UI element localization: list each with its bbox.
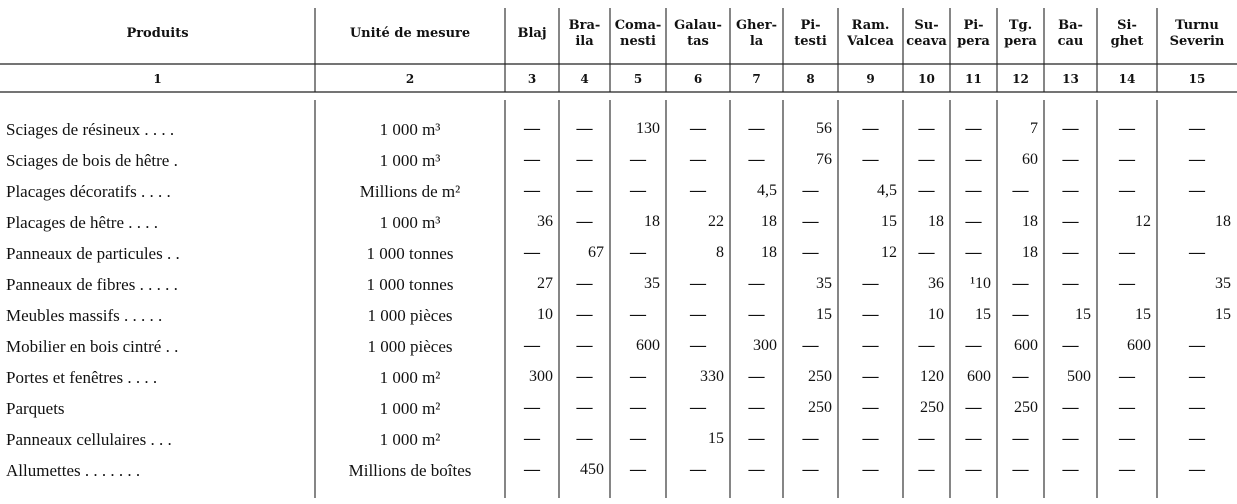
table-cell-value: — <box>524 244 540 261</box>
table-cell-value: 10 <box>537 306 553 323</box>
table-cell-value: — <box>862 120 879 137</box>
table-cell-value: 450 <box>580 461 604 478</box>
table-cell-value: — <box>965 151 982 168</box>
table-cell-value: 18 <box>761 213 777 230</box>
table-cell-value: — <box>690 182 706 199</box>
table-cell-value: — <box>748 461 765 478</box>
table-cell-value: 8 <box>716 244 724 261</box>
table-cell-value: — <box>690 151 706 168</box>
column-header: Blaj <box>517 26 547 41</box>
column-number: 12 <box>1012 72 1029 86</box>
table-cell-value: 15 <box>1215 306 1231 323</box>
table-cell-value: 15 <box>708 430 724 447</box>
table-cell-value: ¹10 <box>970 275 991 292</box>
table-cell-value: — <box>1189 430 1205 447</box>
table-cell-value: — <box>630 368 646 385</box>
product-label: Mobilier en bois cintré . . <box>6 337 179 356</box>
table-cell-value: 4,5 <box>757 182 777 199</box>
table-cell-value: — <box>576 368 593 385</box>
column-number: 8 <box>806 72 815 86</box>
column-header: Ram. Valcea <box>847 18 894 49</box>
table-cell-value: 12 <box>881 244 897 261</box>
table-cell-value: 7 <box>1030 120 1038 137</box>
table-cell-value: — <box>1189 368 1205 385</box>
column-number: 1 <box>153 72 162 86</box>
table-cell-value: 18 <box>1022 213 1038 230</box>
table-cell-value: — <box>802 430 819 447</box>
product-label: Sciages de résineux . . . . <box>6 120 175 139</box>
column-header: Pi- pera <box>957 18 990 49</box>
table-cell-value: — <box>748 306 765 323</box>
table-cell-value: — <box>1119 244 1135 261</box>
table-cell-value: 35 <box>1215 275 1231 292</box>
column-header: Unité de mesure <box>349 26 471 41</box>
column-header: Gher- la <box>735 18 778 49</box>
table-cell-value: — <box>965 461 982 478</box>
column-number: 14 <box>1118 72 1136 86</box>
table-cell-value: 22 <box>708 213 724 230</box>
product-label: Panneaux de fibres . . . . . <box>6 275 178 294</box>
table-cell-value: — <box>1189 120 1205 137</box>
table-cell-value: — <box>630 461 646 478</box>
table-cell-value: 15 <box>816 306 832 323</box>
table-cell-value: — <box>1062 337 1079 354</box>
table-cell-value: — <box>802 337 819 354</box>
table-cell-value: 35 <box>644 275 660 292</box>
unit-label: 1 000 m² <box>379 368 441 387</box>
column-number: 2 <box>405 72 415 86</box>
table-cell-value: 10 <box>928 306 944 323</box>
column-number: 9 <box>866 72 875 86</box>
table-cell-value: — <box>1062 399 1079 416</box>
table-cell-value: 500 <box>1067 368 1091 385</box>
column-number: 13 <box>1062 72 1079 86</box>
unit-label: 1 000 pièces <box>367 306 453 325</box>
column-number: 11 <box>965 72 982 86</box>
table-cell-value: 18 <box>1215 213 1231 230</box>
table-cell-value: — <box>1012 182 1029 199</box>
table-cell-value: 120 <box>920 368 944 385</box>
table-cell-value: 600 <box>636 337 660 354</box>
table-cell-value: — <box>630 151 646 168</box>
table-cell-value: — <box>748 430 765 447</box>
unit-label: Millions de boîtes <box>348 461 472 480</box>
product-label: Panneaux cellulaires . . . <box>6 430 172 449</box>
table-cell-value: — <box>965 244 982 261</box>
column-number: 3 <box>527 72 537 86</box>
unit-label: 1 000 tonnes <box>366 275 454 294</box>
table-cell-value: — <box>690 461 706 478</box>
table-cell-value: — <box>1119 275 1135 292</box>
table-cell-value: — <box>748 151 765 168</box>
table-cell-value: 18 <box>644 213 660 230</box>
table-cell-value: 4,5 <box>877 182 897 199</box>
table-cell-value: — <box>965 337 982 354</box>
table-cell-value: — <box>1189 337 1205 354</box>
table-cell-value: — <box>862 306 879 323</box>
table-cell-value: — <box>862 337 879 354</box>
table-cell-value: — <box>690 275 706 292</box>
table-cell-value: — <box>918 244 935 261</box>
column-header: Coma- nesti <box>614 18 662 49</box>
table-cell-value: — <box>918 151 935 168</box>
table-cell-value: — <box>862 151 879 168</box>
table-cell-value: 130 <box>636 120 660 137</box>
table-cell-value: — <box>1119 120 1135 137</box>
product-label: Placages de hêtre . . . . <box>6 213 158 232</box>
table-cell-value: — <box>918 337 935 354</box>
table-cell-value: 35 <box>816 275 832 292</box>
table-cell-value: 600 <box>1127 337 1151 354</box>
table-cell-value: 18 <box>761 244 777 261</box>
table-cell-value: — <box>862 461 879 478</box>
table-cell-value: — <box>524 120 540 137</box>
table-cell-value: — <box>576 399 593 416</box>
column-header: Galau- tas <box>674 18 722 49</box>
table-cell-value: — <box>862 399 879 416</box>
table-cell-value: — <box>748 120 765 137</box>
table-cell-value: — <box>630 399 646 416</box>
table-cell-value: — <box>1189 399 1205 416</box>
table-cell-value: 12 <box>1135 213 1151 230</box>
table-cell-value: 600 <box>967 368 991 385</box>
product-label: Meubles massifs . . . . . <box>6 306 163 325</box>
unit-label: 1 000 tonnes <box>366 244 454 263</box>
table-cell-value: — <box>748 399 765 416</box>
table-cell-value: — <box>524 430 540 447</box>
table-cell-value: — <box>1012 275 1029 292</box>
column-number: 10 <box>918 72 935 86</box>
table-cell-value: 300 <box>753 337 777 354</box>
unit-label: Millions de m² <box>359 182 461 201</box>
table-cell-value: — <box>1062 430 1079 447</box>
table-cell-value: — <box>630 182 646 199</box>
column-number: 7 <box>752 72 761 86</box>
column-header: Turnu Severin <box>1169 18 1225 49</box>
table-cell-value: 15 <box>881 213 897 230</box>
table-cell-value: — <box>1119 399 1135 416</box>
unit-label: 1 000 m³ <box>379 213 441 232</box>
table-cell-value: — <box>524 182 540 199</box>
column-number: 6 <box>693 72 703 86</box>
table-cell-value: — <box>576 120 593 137</box>
table-cell-value: — <box>576 337 593 354</box>
table-cell-value: — <box>918 120 935 137</box>
column-header: Si- ghet <box>1110 18 1144 49</box>
table-cell-value: — <box>1189 244 1205 261</box>
table-cell-value: — <box>1062 244 1079 261</box>
table-cell-value: — <box>1119 430 1135 447</box>
table-cell-value: — <box>802 461 819 478</box>
table-cell-value: — <box>1189 461 1205 478</box>
table-cell-value: 250 <box>1014 399 1038 416</box>
table-cell-value: — <box>965 399 982 416</box>
table-cell-value: — <box>1062 461 1079 478</box>
table-cell-value: — <box>1189 182 1205 199</box>
table-cell-value: — <box>524 461 540 478</box>
table-cell-value: — <box>576 151 593 168</box>
product-label: Placages décoratifs . . . . <box>6 182 171 201</box>
table-cell-value: 15 <box>1135 306 1151 323</box>
table-cell-value: — <box>918 461 935 478</box>
table-cell-value: — <box>862 430 879 447</box>
table-cell-value: 250 <box>808 368 832 385</box>
table-cell-value: — <box>1189 151 1205 168</box>
table-cell-value: 18 <box>1022 244 1038 261</box>
table-cell-value: — <box>802 213 819 230</box>
column-header: Tg. pera <box>1004 18 1037 49</box>
column-header: Ba- cau <box>1057 18 1084 49</box>
table-cell-value: 15 <box>1075 306 1091 323</box>
table-cell-value: — <box>1119 151 1135 168</box>
table-cell-value: — <box>1062 275 1079 292</box>
table-cell-value: — <box>862 368 879 385</box>
table-cell-value: — <box>690 306 706 323</box>
table-cell-value: — <box>1012 461 1029 478</box>
table-cell-value: 18 <box>928 213 944 230</box>
table-cell-value: — <box>576 213 593 230</box>
product-label: Allumettes . . . . . . . <box>6 461 141 480</box>
table-cell-value: — <box>1119 368 1135 385</box>
table-cell-value: — <box>576 306 593 323</box>
column-header: Produits <box>126 26 189 41</box>
product-label: Portes et fenêtres . . . . <box>6 368 158 387</box>
table-cell-value: 67 <box>588 244 604 261</box>
table-cell-value: 56 <box>816 120 832 137</box>
table-cell-value: — <box>576 430 593 447</box>
table-cell-value: — <box>965 213 982 230</box>
table-cell-value: — <box>965 182 982 199</box>
table-cell-value: 600 <box>1014 337 1038 354</box>
table-cell-value: 60 <box>1022 151 1038 168</box>
column-number: 15 <box>1188 72 1206 86</box>
table-cell-value: 250 <box>808 399 832 416</box>
table-cell-value: — <box>576 182 593 199</box>
table-cell-value: 36 <box>537 213 553 230</box>
table-cell-value: — <box>1012 306 1029 323</box>
table-cell-value: — <box>965 430 982 447</box>
table-cell-value: — <box>576 275 593 292</box>
table-cell-value: 250 <box>920 399 944 416</box>
unit-label: 1 000 m³ <box>379 120 441 139</box>
table-cell-value: — <box>630 244 646 261</box>
product-label: Parquets <box>6 399 65 418</box>
table-cell-value: 15 <box>975 306 991 323</box>
table-cell-value: — <box>1062 213 1079 230</box>
table-cell-value: 36 <box>928 275 944 292</box>
column-header: Bra- ila <box>568 18 601 49</box>
table-cell-value: — <box>630 306 646 323</box>
unit-label: 1 000 pièces <box>367 337 453 356</box>
column-number: 4 <box>580 72 589 86</box>
table-cell-value: — <box>1062 151 1079 168</box>
unit-label: 1 000 m² <box>379 399 441 418</box>
table-cell-value: — <box>1119 182 1135 199</box>
table-cell-value: — <box>862 275 879 292</box>
table-cell-value: — <box>1119 461 1135 478</box>
table-cell-value: 27 <box>537 275 553 292</box>
table-cell-value: — <box>802 182 819 199</box>
product-label: Panneaux de particules . . <box>6 244 180 263</box>
table-cell-value: — <box>965 120 982 137</box>
table-cell-value: — <box>1012 368 1029 385</box>
table-cell-value: — <box>524 399 540 416</box>
table-cell-value: — <box>918 182 935 199</box>
table-cell-value: 300 <box>529 368 553 385</box>
unit-label: 1 000 m³ <box>379 151 441 170</box>
table-cell-value: — <box>690 399 706 416</box>
table-cell-value: 330 <box>700 368 724 385</box>
table-cell-value: — <box>630 430 646 447</box>
unit-label: 1 000 m² <box>379 430 441 449</box>
table-cell-value: — <box>524 337 540 354</box>
table-cell-value: — <box>748 275 765 292</box>
table-cell-value: 76 <box>816 151 832 168</box>
product-label: Sciages de bois de hêtre . <box>6 151 178 170</box>
column-header: Su- ceava <box>906 18 947 49</box>
column-header: Pi- testi <box>794 18 827 49</box>
table-cell-value: — <box>918 430 935 447</box>
table-cell-value: — <box>690 337 706 354</box>
table-cell-value: — <box>1012 430 1029 447</box>
table-cell-value: — <box>1062 182 1079 199</box>
table-cell-value: — <box>748 368 765 385</box>
table-cell-value: — <box>524 151 540 168</box>
table-cell-value: — <box>1062 120 1079 137</box>
column-number: 5 <box>633 72 643 86</box>
table-cell-value: — <box>690 120 706 137</box>
table-cell-value: — <box>802 244 819 261</box>
